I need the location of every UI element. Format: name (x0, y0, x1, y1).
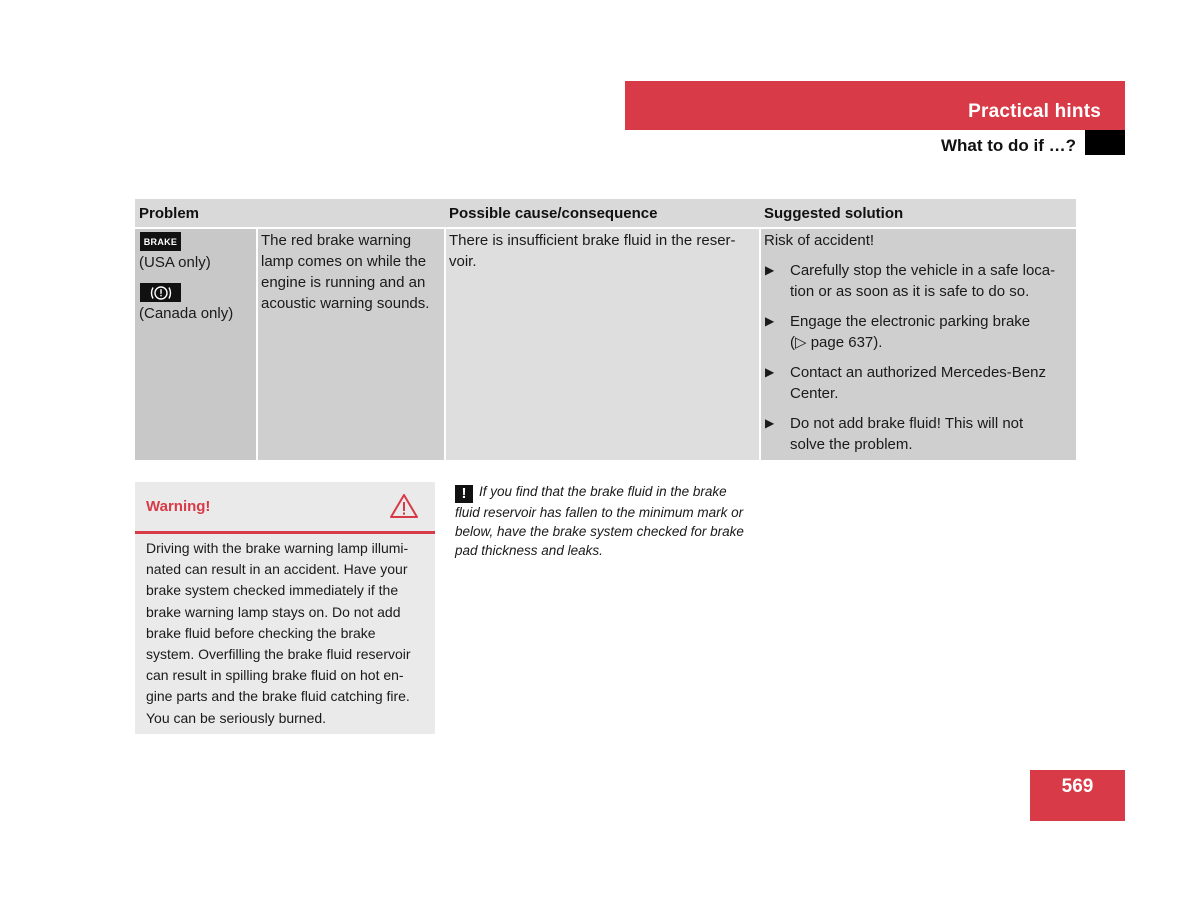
brake-warning-icon: BRAKE (140, 232, 181, 251)
page-number-box (1030, 770, 1125, 821)
warning-line: You can be seriously burned. (146, 709, 327, 726)
cause-line: There is insufficient brake fluid in the reser- (449, 232, 736, 249)
warning-line: brake fluid before checking the brake (146, 624, 376, 641)
problem-line: engine is running and an (261, 274, 426, 291)
solution-line: Contact an authorized Mercedes-Benz (790, 364, 1046, 381)
table-header-row (135, 199, 1076, 227)
solution-line: Center. (790, 385, 839, 402)
warning-line: can result in spilling brake fluid on hot en- (146, 667, 404, 684)
solution-line: Carefully stop the vehicle in a safe loca- (790, 262, 1056, 279)
bullet-arrow-icon: ▶ (765, 365, 775, 379)
canada-only-label: (Canada only) (139, 305, 234, 322)
solution-intro: Risk of accident! (764, 232, 875, 249)
solution-cell (761, 229, 1076, 460)
solution-line: solve the problem. (790, 436, 913, 453)
bullet-arrow-icon: ▶ (765, 314, 775, 328)
brake-circle-warning-icon (140, 283, 181, 302)
note-line: If you find that the brake fluid in the brake (479, 484, 727, 499)
warning-line: brake system checked immediately if the (146, 582, 399, 599)
solution-line: Engage the electronic parking brake (790, 313, 1031, 330)
warning-header (135, 482, 435, 534)
problem-line: The red brake warning (261, 232, 412, 249)
warning-line: system. Overfilling the brake fluid reservoir (146, 646, 411, 663)
bullet-arrow-icon: ▶ (765, 416, 775, 430)
warning-body (146, 538, 428, 729)
usa-only-label: (USA only) (139, 254, 211, 271)
warning-line: Driving with the brake warning lamp illumi- (146, 540, 409, 556)
solution-line: tion or as soon as it is safe to do so. (790, 283, 1030, 300)
section-subtitle: What to do if …? (940, 136, 1076, 155)
warning-line: gine parts and the brake fluid catching fire. (146, 688, 410, 705)
header-cause: Possible cause/consequence (449, 205, 658, 222)
note-box (455, 482, 765, 560)
cause-cell (446, 229, 759, 460)
problem-description-cell (258, 229, 444, 460)
problem-line: lamp comes on while the (261, 253, 427, 270)
note-line: below, have the brake system checked for brake (455, 524, 744, 539)
page-number: 569 (1061, 776, 1094, 797)
subtitle-marker (1085, 130, 1125, 155)
problem-indicator-cell (135, 229, 256, 460)
warning-line: nated can result in an accident. Have your (146, 561, 408, 578)
exclamation-icon: ! (455, 485, 473, 503)
page-reference-link[interactable]: (▷ page 637). (790, 334, 883, 351)
header-problem: Problem (139, 205, 200, 222)
solution-line: Do not add brake fluid! This will not (790, 415, 1024, 432)
note-line: fluid reservoir has fallen to the minimum mark or (455, 505, 744, 520)
section-header-bar (625, 81, 1125, 130)
warning-title: Warning! (146, 498, 211, 515)
section-title: Practical hints (968, 101, 1101, 122)
warning-line: brake warning lamp stays on. Do not add (146, 603, 401, 620)
cause-line: voir. (449, 253, 477, 270)
warning-box (135, 482, 435, 734)
problem-line: acoustic warning sounds. (261, 295, 430, 312)
note-line: pad thickness and leaks. (455, 543, 603, 558)
warning-triangle-icon (389, 493, 419, 524)
bullet-arrow-icon: ▶ (765, 263, 775, 277)
header-solution: Suggested solution (764, 205, 904, 222)
